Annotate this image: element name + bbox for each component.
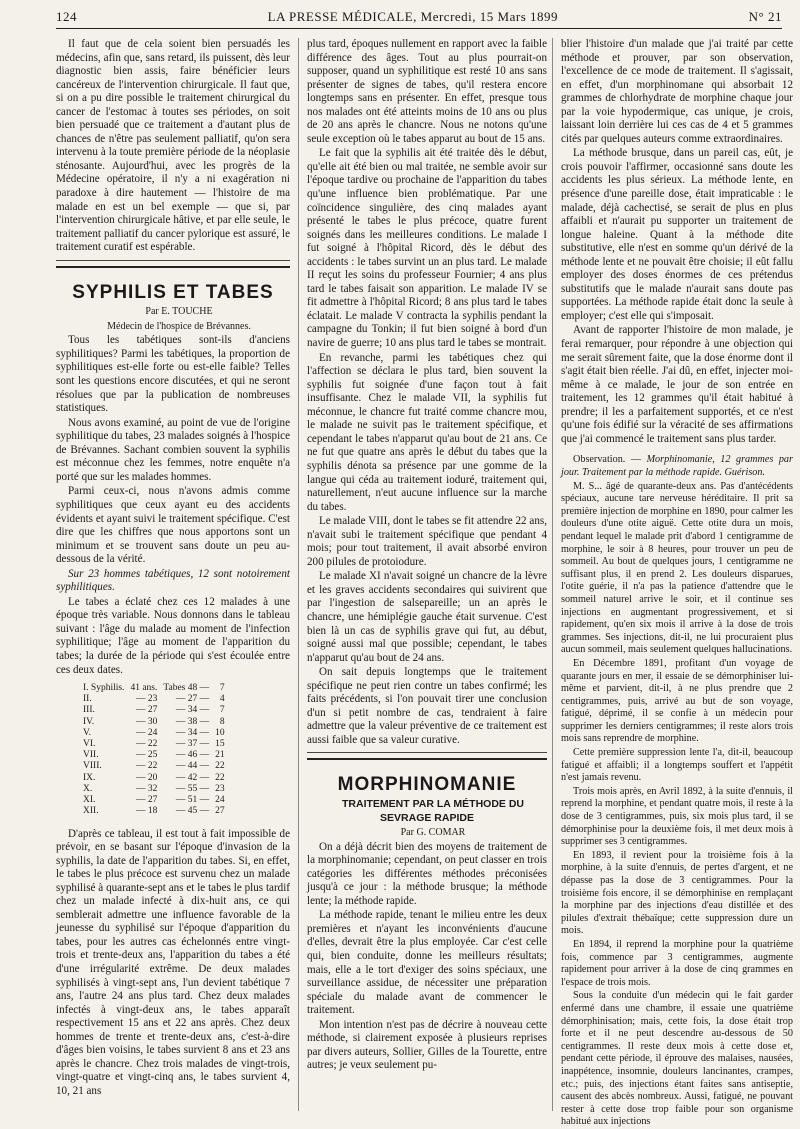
table-cell: 23 (215, 783, 225, 794)
byline: Par G. COMAR (400, 827, 466, 839)
table-cell: IV. (83, 716, 95, 727)
table-cell: 41 ans. (130, 683, 158, 694)
table-cell: 22 (215, 761, 225, 772)
journal-title: LA PRESSE MÉDICALE, Mercredi, 15 Mars 1899 (267, 9, 559, 24)
table-cell: — 32 (135, 783, 158, 794)
divider (56, 260, 290, 261)
table-cell: II. (83, 694, 92, 705)
table-cell: 22 (215, 772, 225, 783)
paragraph: Le tabes a éclaté chez ces 12 malades à une époque très variable. Nous donnons dans le tableau suivant : l'âge du malade au moment de l'infection syphilitique; l'âge au moment de l'apparition du tabes; la durée de la période qui s'est écoulée entre ces deux dates. (56, 595, 290, 676)
column-2 (298, 38, 547, 1111)
observation-paragraph: M. S... âgé de quarante-deux ans. Pas d'antécédents spéciaux, aucune tare nerveuse héréditaire. Il prit sa première injection de morphine en 1890, pour calmer les douleurs d'une otite aiguë. Cette otite dura un mois, pendant lequel le malade prit d'abord 1 centigramme de morphine, le soir à 8 heures, pour trouver un peu de sommeil. Au bout de quelques jours, 1 centigramme ne suffisant plus, il en prend 2. Les douleurs disparues, l'otite guérie, il n'a pas la patience d'attendre que le sommeil naturel arrive le soir, et il continue ses injections en augmentant progressivement, et si rapidement, qu'en six mois il arrive à la dose de trois grammes. Ses injections, dit-il, ne lui procuraient plus aucun sommeil, mais seulement quelques hallucinations. (561, 480, 793, 656)
observation-paragraph: Trois mois après, en Avril 1892, à la suite d'ennuis, il reprend la morphine, et pendant quatre mois, il reste à la dose de 3 centigrammes, puis, six mois plus tard, il se démorphinise pour la deuxième fois, il met deux mois à supprimer ses 3 centigrammes. (561, 785, 793, 848)
column-1 (56, 38, 290, 1111)
tabes-table (80, 683, 228, 817)
paragraph: La méthode rapide, tenant le milieu entre les deux premières et n'ayant les inconvénients d'aucune d'elles, devrait être la plus employée. Car c'est celle qui, bien conduite, donne les meilleurs résultats; mais, elle a le tort d'exiger des soins spéciaux, une surveillance assidue, de nécessiter une préparation spéciale du malade avant de commencer le traitement. (307, 909, 547, 1017)
column-3 (552, 38, 793, 1128)
table-cell: XII. (83, 806, 99, 817)
table-cell: — 37 — (175, 739, 210, 750)
table-cell: — 38 — (175, 716, 210, 727)
table-cell: 8 (219, 716, 225, 727)
table-cell: XI. (83, 795, 96, 806)
table-cell: 4 (219, 694, 225, 705)
table-cell: — 55 — (175, 783, 210, 794)
table-row (80, 694, 228, 705)
paragraph: Le fait que la syphilis ait été traitée dès le début, qu'elle ait été bien ou mal traitée, ne semble avoir sur l'époque tardive ou prochaine de l'apparition du tabes qu'une influence bien problématique. Par une coïncidence singulière, des cinq malades ayant présenté le tabes le plus précoce, quatre furent soignés dans les meilleures conditions. Le malade I fut soigné à l'hôpital Ricord, dès le début des accidents : le tabes survint un an plus tard. Le malade II reçut les soins du professeur Fournier; 4 ans plus tard le tabes faisait son apparition. Le malade IV se fit admettre à l'hôpital Ricord; 8 ans plus tard le tabes éclatait. Le malade V contracta la syphilis pendant la campagne du Tonkin; il fut bien soigné à bord d'un navire de guerre; 10 ans plus tard le tabes se montrait. (307, 147, 547, 350)
table-row (80, 806, 228, 817)
table-cell: X. (83, 783, 93, 794)
paragraph: blier l'histoire d'un malade que j'ai traité par cette méthode et prouver, par son observation, l'excellence de ce mode de traitement. Il s'agissait, en effet, d'un morphinomane qui absorbait 12 grammes de chlorhydrate de morphine chaque jour par la voie hypodermique, cas unique, je crois, laissant loin derrière lui ces cas de 4 et 5 grammes cités par quelques auteurs comme extraordinaires. (561, 38, 793, 145)
page-number: 124 (56, 9, 77, 24)
table-cell: Tabes 48 — (163, 683, 210, 694)
table-cell: — 45 — (175, 806, 210, 817)
table-cell: — 34 — (175, 727, 210, 738)
observation-paragraph: En Décembre 1891, profitant d'un voyage de quarante jours en mer, il essaie de se démorphiniser lui-même et parvient, dit-il, à ne plus prendre que 2 centigrammes, puis, arrivé au but de son voyage, fatigué, déprimé, il se confie à un médecin pour supprimer les derniers centigrammes; il reste alors trois mois sans reprendre de morphine. (561, 657, 793, 745)
paragraph: Tous les tabétiques sont-ils d'anciens syphilitiques? Parmi les tabétiques, la proportion de syphilitiques est-elle forte ou est-elle faible? Telles sont les questions encore discutées, et qui ne seront résolues que par la publication de nombreuses statistiques. (56, 334, 290, 415)
table-cell: — 25 (135, 750, 158, 761)
table-cell: — 22 (135, 739, 158, 750)
paragraph: La méthode brusque, dans un pareil cas, eût, je crois pouvoir l'affirmer, occasionné sans doute les accidents les plus sérieux. La méthode lente, en présence d'une pareille dose, était impraticable : le malade, déjà cachectisé, se serait de plus en plus affaibli et n'aurait pu supporter un traitement de longue haleine. Quant à la méthode dite substitutive, elle n'est en somme qu'un dérivé de la méthode lente et ne pouvait être choisie; il eût fallu employer des doses énormes de ces prétendus substitutifs que le malade n'aurait sans doute pas supportées. La méthode rapide était donc la seule à employer; c'est elle qui s'imposait. (561, 147, 793, 322)
table-cell: — 42 — (175, 772, 210, 783)
table-row (80, 739, 228, 750)
byline-affiliation: Médecin de l'hospice de Brévannes. (107, 320, 251, 332)
paragraph: Nous avons examiné, au point de vue de l'origine syphilitique du tabes, 23 malades soignés à l'hospice de Brévannes. Sachant combien souvent la syphilis est méconnue chez les femmes, notre enquête n'a porté que sur les malades hommes. (56, 416, 290, 483)
table-row (80, 761, 228, 772)
article-title: MORPHINOMANIE (337, 774, 517, 796)
paragraph: Parmi ceux-ci, nous n'avons admis comme syphilitiques que ceux ayant eu des accidents évidents et ayant suivi le traitement spécifique. C'est dire que les chiffres que nous apportons sont un minimum et se trouvent sans doute un peu au-dessous de la vérité. (56, 485, 290, 566)
table-cell: — 30 (135, 716, 158, 727)
observation-paragraph: En 1894, il reprend la morphine pour la quatrième fois, commence par 3 centigrammes, augmente rapidement pour arriver à la dose de cinq grammes en l'espace de trois mois. (561, 938, 793, 988)
table-cell: IX. (83, 772, 96, 783)
table-cell: 21 (215, 750, 225, 761)
table-cell: VII. (83, 750, 99, 761)
table-row (80, 750, 228, 761)
paragraph: Le malade XI n'avait soigné un chancre de la lèvre et les graves accidents secondaires qui suivirent que par l'ingestion de salsepareille; un an après le chancre, une hémiplégie gauche était survenue. C'est bien là un cas de syphilis grave qui fut, au début, soigné aussi mal que possible; cependant, le tabes n'apparut qu'au bout de 24 ans. (307, 570, 547, 664)
table-cell: — 18 (135, 806, 158, 817)
table-cell: 10 (215, 727, 225, 738)
observation-paragraph: En 1893, il revient pour la troisième fois à la morphine, à la suite d'ennuis, de pertes d'argent, et ne dépasse pas la dose de 3 centigrammes. Pour la troisième fois encore, il se démorphinise en remplaçant la morphine par des injections d'eau distillée et des pilules d'extrait thébaïque; cette suppression dure un mois. (561, 849, 793, 937)
table-cell: 7 (219, 705, 225, 716)
table-cell: — 24 (135, 727, 158, 738)
table-cell: — 51 — (175, 795, 210, 806)
paragraph: plus tard, époques nullement en rapport avec la faible différence des âges. Tout au plus pourrait-on supposer, quand un syphilitique est resté 10 ans sans présenter de signes de tabes, qu'il restera encore longtemps sans en présenter. En effet, presque tous nos malades ont été atteints moins de 10 ans ou plus de 20 ans après le chancre. Nous ne notons qu'une seule exception où le tabes apparut au bout de 15 ans. (307, 38, 547, 145)
divider (56, 266, 290, 268)
observation-heading (561, 454, 793, 479)
byline: Par E. TOUCHE (145, 306, 213, 318)
table-cell: — 23 (135, 694, 158, 705)
table-cell: 7 (219, 683, 225, 694)
paragraph: D'après ce tableau, il est tout à fait impossible de prévoir, en se basant sur l'époque d'invasion de la syphilis, la date de l'apparition du tabes. Si, en effet, le tabes le plus précoce est survenu chez un malade syphilisé à quarante-sept ans et le tabes le plus tardif chez un malade infecté à dix-huit ans, ce qui semblerait admettre une influence favorable de la jeunesse du syphilisé sur l'époque d'apparition du tabes, pour les autres cas échelonnés entre vingt-trois et trente-deux ans, l'apparition du tabes a été d'une irrégularité extrême. De deux malades syphilisés à vingt-sept ans, l'un devient tabétique 7 ans, l'autre 24 ans plus tard. Chez deux malades infectés à vingt-deux ans, le tabes apparaît respectivement 15 ans et 22 ans après. Chez deux hommes de trente et trente-deux ans, c'est-à-dire d'âges bien voisins, le tabes survient 8 ans et 23 ans après le chancre. Chez trois malades de vingt-trois, vingt-quatre et vingt-cinq ans, le tabes survient 4, 10, 21 ans (56, 827, 290, 1097)
paragraph: Sur 23 hommes tabétiques, 12 sont notoirement syphilitiques. (56, 567, 290, 594)
table-row (80, 683, 228, 694)
paragraph: En revanche, parmi les tabétiques chez qui l'affection se déclara le plus tard, bien souvent la syphilis fut soignée d'une façon tout à fait insuffisante. Chez le malade VII, la syphilis fut méconnue, le chancre fut traité comme chancre mou, le malade ne suivit pas le traitement spécifique, et cependant le tabes n'apparut qu'au bout de 21 ans. Ce ne fut que quatre ans après le début du tabes que la syphilis dénota sa présence par une gomme de la langue qui céda au traitement ioduré, traitement qui, naturellement, n'eut aucune influence sur la marche du tabes. (307, 351, 547, 513)
table-cell: III. (83, 705, 95, 716)
divider (307, 752, 547, 753)
table-cell: — 20 (135, 772, 158, 783)
divider (307, 758, 547, 760)
article-subtitle: TRAITEMENT PAR LA MÉTHODE DU SEVRAGE RAPIDE (342, 797, 524, 824)
table-cell: — 34 — (175, 705, 210, 716)
observation-paragraph: Cette première suppression lente l'a, dit-il, beaucoup fatigué et affaibli; il a longtemps souffert et l'appétit n'est jamais revenu. (561, 747, 793, 784)
table-cell: — 22 (135, 761, 158, 772)
paragraph: Il faut que de cela soient bien persuadés les médecins, afin que, sans retard, ils puissent, dès leur diagnostic bien assis, faire bénéficier leurs cancéreux de l'intervention chirurgicale. Il faut que, si on a pu dire possible le traitement chirurgical du cancer de l'estomac à toutes ses périodes, on soit bien persuadé que ce traitement a d'autant plus de chances de n'être pas seulement palliatif, qu'on sera intervenu à la toute première période de la néoplasie sténosante. Aujourd'hui, avec les progrès de la Médecine opératoire, il n'y a ni exagération ni paradoxe à dire hautement — l'histoire de ma malade en est un bel exemple — que si, par l'intervention chirurgicale hâtive, et par elle seule, le traitement palliatif du cancer pylorique est assuré, le traitement curatif est espérable. (56, 38, 290, 254)
table-row (80, 717, 228, 728)
table-cell: V. (83, 727, 92, 738)
table-cell: I. Syphilis. (83, 683, 125, 694)
table-cell: — 27 (135, 795, 158, 806)
table-row (80, 728, 228, 739)
article-title: SYPHILIS ET TABES (72, 281, 274, 303)
table-cell: — 44 — (175, 761, 210, 772)
table-cell: 27 (215, 806, 225, 817)
observation-paragraph: Sous la conduite d'un médecin qui le fait garder enfermé dans une chambre, il essaie une quatrième démorphinisation; mais, cette fois, la dose était trop forte et il ne peut descendre au-dessous de 50 centigrammes. Il reste deux mois à cette dose et, pendant cette période, il éprouve des malaises, nausées, inappétence, insomnie, douleurs lancinantes, crampes, etc.; puis, des injections étant faites sans antiseptie, causent des abcès nombreux. Aussi, fatigué, ne pouvant rester à cette dose trop faible pour son organisme habitué aux injections (561, 990, 793, 1128)
paragraph: Le malade VIII, dont le tabes se fit attendre 22 ans, n'avait subi le traitement spécifique que pendant 4 mois; pour tout traitement, il avait absorbé environ 200 pilules de protoiodure. (307, 515, 547, 568)
table-row (80, 705, 228, 716)
paragraph: On sait depuis longtemps que le traitement spécifique ne peut rien contre un tabes confirmé; les faits précédents, si l'on pouvait tirer une conclusion d'un si petit nombre de cas, tendraient à faire admettre que la valeur préventive de ce traitement est aussi faible que sa valeur curative. (307, 666, 547, 746)
issue-number: N° 21 (748, 9, 782, 24)
table-cell: 15 (215, 739, 225, 750)
table-cell: VIII. (83, 761, 102, 772)
table-cell: — 27 — (175, 694, 210, 705)
table-row (80, 784, 228, 795)
observation-label: Observation. — (573, 454, 642, 466)
paragraph: On a déjà décrit bien des moyens de traitement de la morphinomanie; cependant, on peut classer en trois catégories les différentes méthodes préconisées jusqu'à ce jour : la méthode brusque; la méthode lente; la méthode rapide. (307, 840, 547, 907)
paragraph: Mon intention n'est pas de décrire à nouveau cette méthode, si clairement exposée à plusieurs reprises par divers auteurs, Sollier, Gilles de la Tourette, entre autres; je veux seulement pu- (307, 1018, 547, 1072)
observation-title: Morphinomanie, 12 grammes par jour. Traitement par la méthode rapide. Guérison. (561, 454, 793, 478)
table-cell: — 27 (135, 705, 158, 716)
paragraph: Avant de rapporter l'histoire de mon malade, je ferai remarquer, pour répondre à une objection qui me serait sûrement faite, que la dose énorme dont il s'agit était bien réelle. J'ai dû, en effet, injecter moi-même à ce malade, le jour de son entrée en traitement, les 12 grammes qu'il était habitué à prendre; il les a parfaitement supportés, et ce n'est qu'une fois édifié sur la véracité de ses affirmations que j'ai commencé le traitement sans plus tarder. (561, 324, 793, 445)
table-cell: 24 (215, 795, 225, 806)
table-row (80, 795, 228, 806)
table-cell: — 46 — (175, 750, 210, 761)
table-cell: VI. (83, 739, 96, 750)
page-header (56, 6, 782, 29)
table-row (80, 773, 228, 784)
